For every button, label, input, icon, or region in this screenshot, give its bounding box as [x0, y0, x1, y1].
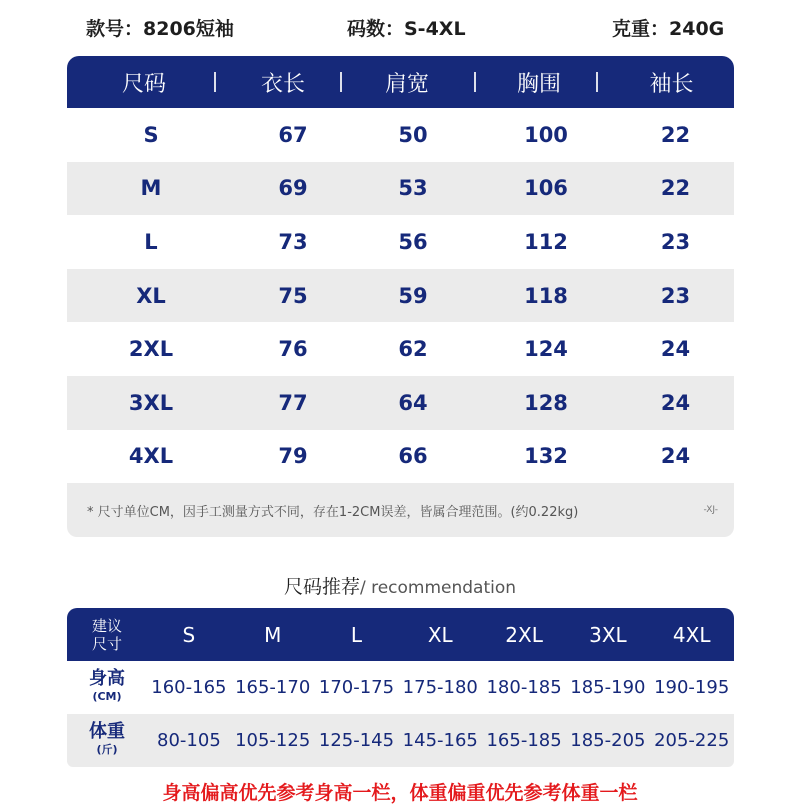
table-cell: 69	[278, 176, 308, 201]
header-size: 尺码	[121, 71, 166, 97]
table-cell: 22	[660, 122, 691, 147]
recommended-size-header: S	[182, 622, 196, 647]
recommended-size-header: 3XL	[589, 622, 627, 647]
model-number: 款号：8206短袖	[86, 18, 234, 40]
height-range-cell: 190-195	[654, 677, 730, 698]
recommended-size-header: L	[350, 622, 363, 647]
recommendation-title	[0, 572, 800, 599]
table-cell: 24	[660, 444, 691, 469]
recommendation-header	[67, 608, 734, 661]
table-cell: 53	[398, 176, 428, 201]
header-divider	[596, 72, 598, 92]
table-cell: 106	[524, 176, 568, 201]
table-cell: 67	[278, 122, 308, 147]
weight-unit: (斤)	[96, 742, 118, 756]
table-row	[67, 269, 734, 323]
table-cell: 23	[660, 229, 691, 254]
table-cell: 112	[524, 229, 568, 254]
table-cell: XL	[136, 283, 166, 308]
table-cell: 3XL	[128, 390, 174, 415]
table-cell: L	[144, 229, 158, 254]
header-shoulder: 肩宽	[384, 71, 429, 97]
weight-range-cell: 165-185	[486, 730, 562, 751]
table-cell: 124	[524, 337, 568, 362]
header-length: 衣长	[260, 71, 305, 97]
table-cell: 100	[524, 122, 568, 147]
brand-tag: -XJ-	[703, 505, 718, 516]
table-cell: 77	[278, 390, 308, 415]
table-row	[67, 215, 734, 269]
table-cell: 22	[660, 176, 691, 201]
recommendation-table	[67, 608, 734, 767]
recommended-size-header: XL	[427, 622, 453, 647]
weight-range-cell: 105-125	[235, 730, 311, 751]
header-divider	[214, 72, 216, 92]
table-cell: 4XL	[128, 444, 174, 469]
recommended-size-header: M	[264, 622, 282, 647]
table-row	[67, 108, 734, 162]
table-row	[67, 322, 734, 376]
fit-advice: 身高偏高优先参考身高一栏，体重偏重优先参考体重一栏	[162, 782, 638, 804]
table-cell: 24	[660, 390, 691, 415]
header-chest: 胸围	[516, 71, 561, 97]
table-cell: 79	[278, 444, 308, 469]
table-cell: 132	[524, 444, 568, 469]
weight-range-cell: 145-165	[402, 730, 478, 751]
height-range-cell: 180-185	[486, 677, 562, 698]
recommendation-title-en: / recommendation	[359, 578, 517, 598]
table-cell: S	[143, 122, 159, 147]
table-cell: 24	[660, 337, 691, 362]
table-cell: 56	[398, 229, 428, 254]
weight-label	[67, 720, 147, 759]
suggested-size-label: 建议 尺寸	[91, 616, 122, 653]
table-cell: 23	[660, 283, 691, 308]
table-cell: 118	[524, 283, 568, 308]
height-range-cell: 175-180	[402, 677, 478, 698]
height-range-cell: 165-170	[235, 677, 311, 698]
size-chart-header	[67, 56, 734, 108]
table-cell: 73	[278, 229, 308, 254]
weight-range-cell: 185-205	[570, 730, 646, 751]
weight-range-cell: 205-225	[654, 730, 730, 751]
height-range-cell: 185-190	[570, 677, 646, 698]
recommended-size-header: 2XL	[505, 622, 543, 647]
size-chart-table	[67, 56, 734, 537]
table-row	[67, 162, 734, 216]
measurement-note	[67, 483, 734, 537]
weight-range-cell: 125-145	[318, 730, 395, 751]
table-row	[67, 430, 734, 484]
height-row	[67, 661, 734, 714]
table-cell: 76	[278, 337, 308, 362]
header-sleeve: 袖长	[649, 71, 694, 97]
fabric-weight: 克重：240G	[612, 18, 725, 40]
header-divider	[474, 72, 476, 92]
table-cell: 50	[398, 122, 428, 147]
table-cell: 75	[278, 283, 308, 308]
table-cell: 62	[398, 337, 428, 362]
recommendation-title-cn: 尺码推荐	[283, 576, 360, 598]
height-label	[67, 667, 147, 706]
size-chart-body	[67, 108, 734, 483]
table-cell: 66	[398, 444, 428, 469]
weight-range-cell: 80-105	[157, 730, 221, 751]
table-cell: 128	[524, 390, 568, 415]
weight-row	[67, 714, 734, 767]
header-divider	[340, 72, 342, 92]
height-range-cell: 160-165	[151, 677, 227, 698]
product-info-bar	[0, 0, 800, 56]
recommended-size-header: 4XL	[672, 622, 711, 647]
table-cell: 59	[398, 283, 428, 308]
table-cell: 2XL	[128, 337, 174, 362]
height-label-text: 身高	[89, 667, 125, 689]
note-text: * 尺寸单位CM，因手工测量方式不同，存在1-2CM误差，皆属合理范围。(约0.22kg)	[87, 505, 579, 521]
table-row	[67, 376, 734, 430]
size-range: 码数：S-4XL	[347, 18, 466, 40]
table-cell: 64	[398, 390, 428, 415]
height-range-cell: 170-175	[318, 677, 395, 698]
weight-label-text: 体重	[89, 720, 125, 742]
height-unit: (CM)	[92, 689, 122, 703]
table-cell: M	[140, 176, 162, 201]
